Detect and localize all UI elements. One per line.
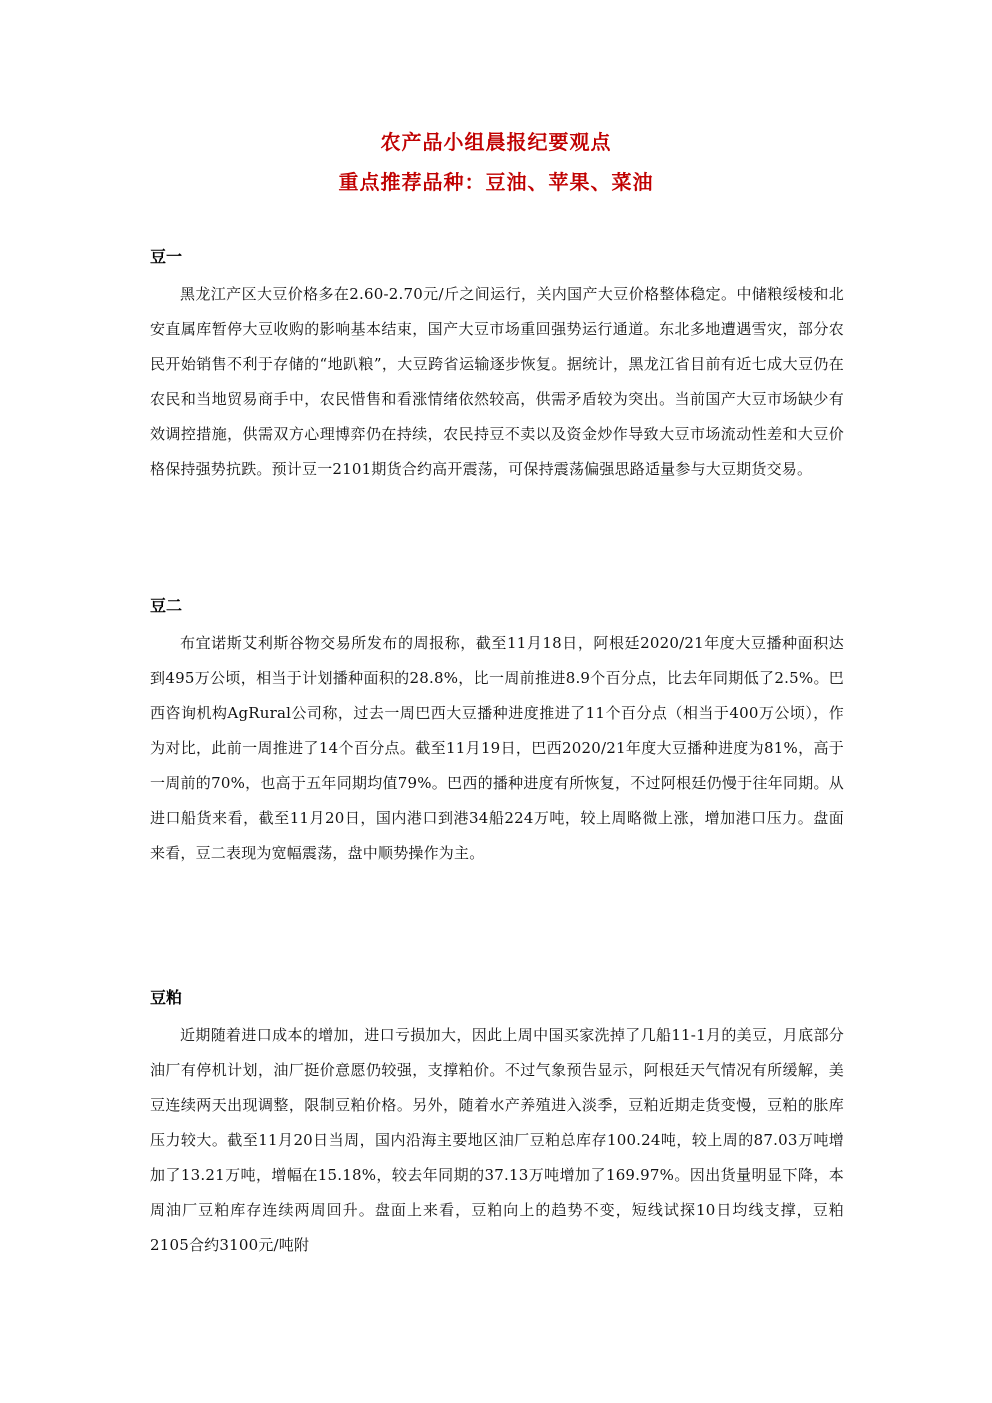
title-block <box>0 122 992 202</box>
report-title: 农产品小组晨报纪要观点 <box>380 130 612 154</box>
section-soybean-meal <box>150 984 844 1263</box>
section-heading: 豆粕 <box>150 988 183 1007</box>
recommended-varieties-title: 重点推荐品种：豆油、苹果、菜油 <box>338 170 654 194</box>
section-paragraph: 布宜诺斯艾利斯谷物交易所发布的周报称，截至11月18日，阿根廷2020/21年度大豆播种面积达到495万公顷，相当于计划播种面积的28.8%，比一周前推进8.9个百分点，比去年同期低了2.5%。巴西咨询机构AgRural公司称，过去一周巴西大豆播种进度推进了11个百分点（相当于400万公顷），作为对比，此前一周推进了14个百分点。截至11月19日，巴西2020/21年度大豆播种进度为81%，高于一周前的70%，也高于五年同期均值79%。巴西的播种进度有所恢复，不过阿根廷仍慢于往年同期。从进口船货来看，截至11月20日，国内港口到港34船224万吨，较上周略微上涨，增加港口压力。盘面来看，豆二表现为宽幅震荡，盘中顺势操作为主。 <box>150 634 844 862</box>
section-heading: 豆二 <box>150 596 183 615</box>
section-paragraph: 近期随着进口成本的增加，进口亏损加大，因此上周中国买家洗掉了几船11-1月的美豆，月底部分油厂有停机计划，油厂挺价意愿仍较强，支撑粕价。不过气象预告显示，阿根廷天气情况有所缓解，美豆连续两天出现调整，限制豆粕价格。另外，随着水产养殖进入淡季，豆粕近期走货变慢，豆粕的胀库压力较大。截至11月20日当周，国内沿海主要地区油厂豆粕总库存100.24吨，较上周的87.03万吨增加了13.21万吨，增幅在15.18%，较去年同期的37.13万吨增加了169.97%。因出货量明显下降，本周油厂豆粕库存连续两周回升。盘面上来看，豆粕向上的趋势不变，短线试探10日均线支撑，豆粕2105合约3100元/吨附 <box>150 1026 844 1254</box>
section-heading: 豆一 <box>150 247 183 266</box>
section-soybean-no2 <box>150 592 844 871</box>
section-soybean-no1 <box>150 243 844 487</box>
section-paragraph: 黑龙江产区大豆价格多在2.60-2.70元/斤之间运行，关内国产大豆价格整体稳定。中储粮绥棱和北安直属库暂停大豆收购的影响基本结束，国产大豆市场重回强势运行通道。东北多地遭遇雪灾，部分农民开始销售不利于存储的“地趴粮”，大豆跨省运输逐步恢复。据统计，黑龙江省目前有近七成大豆仍在农民和当地贸易商手中，农民惜售和看涨情绪依然较高，供需矛盾较为突出。当前国产大豆市场缺少有效调控措施，供需双方心理博弈仍在持续，农民持豆不卖以及资金炒作导致大豆市场流动性差和大豆价格保持强势抗跌。预计豆一2101期货合约高开震荡，可保持震荡偏强思路适量参与大豆期货交易。 <box>150 285 844 478</box>
